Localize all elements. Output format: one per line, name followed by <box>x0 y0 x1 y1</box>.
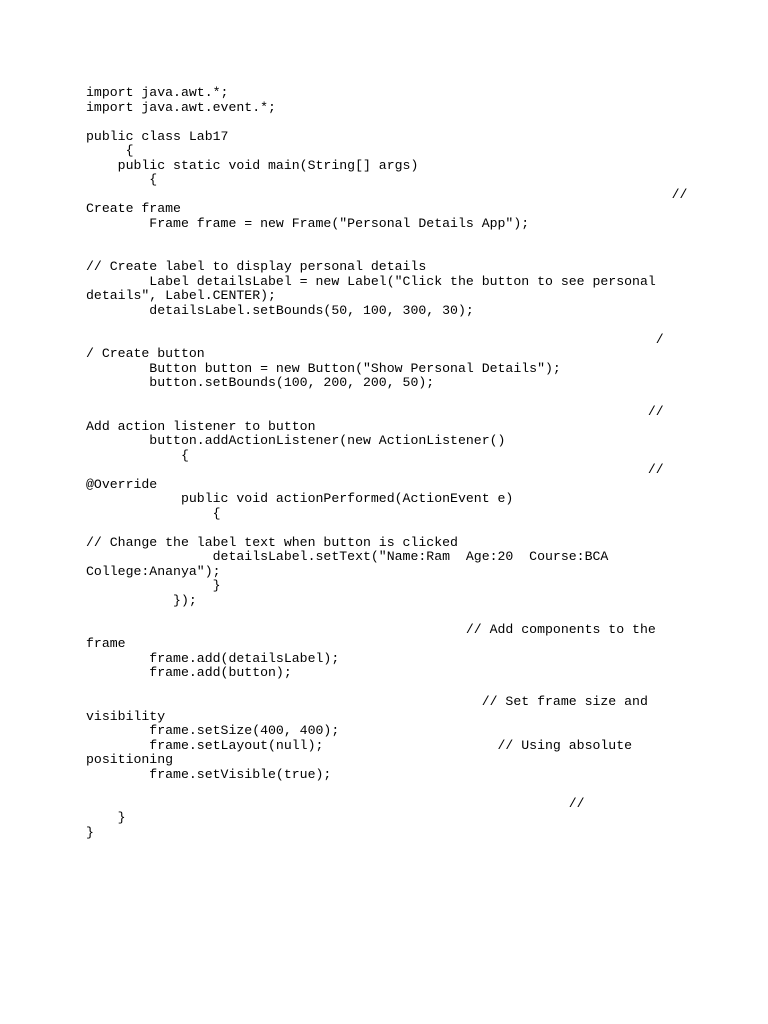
code-line: / Create button <box>86 346 205 361</box>
code-line: frame.setLayout(null); // Using absolute <box>86 737 633 753</box>
code-line: detailsLabel.setText("Name:Ram Age:20 Course:BCA <box>86 549 609 564</box>
code-line: { <box>86 447 189 463</box>
code-line: // Set frame size and <box>86 694 648 709</box>
code-line: } <box>86 810 126 825</box>
code-line <box>86 246 686 261</box>
code-line: import java.awt.*; <box>86 85 229 100</box>
code-line: frame.add(detailsLabel); <box>86 650 340 666</box>
code-line: frame.add(button); <box>86 665 292 680</box>
code-line: Create frame <box>86 201 181 216</box>
code-line <box>86 318 686 333</box>
code-line: // Create label to display personal details <box>86 259 427 274</box>
code-line: detailsLabel.setBounds(50, 100, 300, 30); <box>86 302 474 318</box>
code-line: button.addActionListener(new ActionListener() <box>86 433 506 448</box>
code-line: { <box>86 505 221 521</box>
code-line: details", Label.CENTER); <box>86 288 276 303</box>
code-line: // <box>86 795 585 811</box>
code-line: } <box>86 578 221 593</box>
code-line: Label detailsLabel = new Label("Click the button to see personal <box>86 273 656 289</box>
code-line: }); <box>86 592 197 608</box>
code-line: import java.awt.event.*; <box>86 99 276 115</box>
code-line: frame.setSize(400, 400); <box>86 723 340 738</box>
code-line: public static void main(String[] args) <box>86 157 419 173</box>
code-line: frame.setVisible(true); <box>86 766 332 782</box>
code-line: public void actionPerformed(ActionEvent e) <box>86 491 514 506</box>
code-listing <box>86 86 686 840</box>
code-line: { <box>86 172 158 187</box>
code-line: Add action listener to button <box>86 418 316 434</box>
code-line: frame <box>86 636 126 651</box>
code-line: Frame frame = new Frame("Personal Details App"); <box>86 215 530 231</box>
code-line: Button button = new Button("Show Personal Details"); <box>86 360 561 376</box>
code-line: button.setBounds(100, 200, 200, 50); <box>86 375 435 390</box>
code-line <box>86 681 686 696</box>
code-line: // <box>86 462 664 477</box>
code-line: College:Ananya"); <box>86 563 221 579</box>
code-line <box>86 391 686 406</box>
code-line: public class Lab17 <box>86 128 229 144</box>
code-line: { <box>86 143 134 158</box>
code-line: // <box>86 186 688 202</box>
code-line: } <box>86 824 94 840</box>
code-line <box>86 231 686 246</box>
code-line: / <box>86 331 664 347</box>
code-line: @Override <box>86 476 158 492</box>
code-line <box>86 608 686 623</box>
code-line: positioning <box>86 752 174 767</box>
code-line: // Change the label text when button is clicked <box>86 534 458 550</box>
code-line: // <box>86 404 664 419</box>
code-line <box>86 115 686 130</box>
code-line: // Add components to the <box>86 621 656 637</box>
code-line: visibility <box>86 708 166 724</box>
code-line <box>86 521 686 536</box>
code-line <box>86 782 686 797</box>
